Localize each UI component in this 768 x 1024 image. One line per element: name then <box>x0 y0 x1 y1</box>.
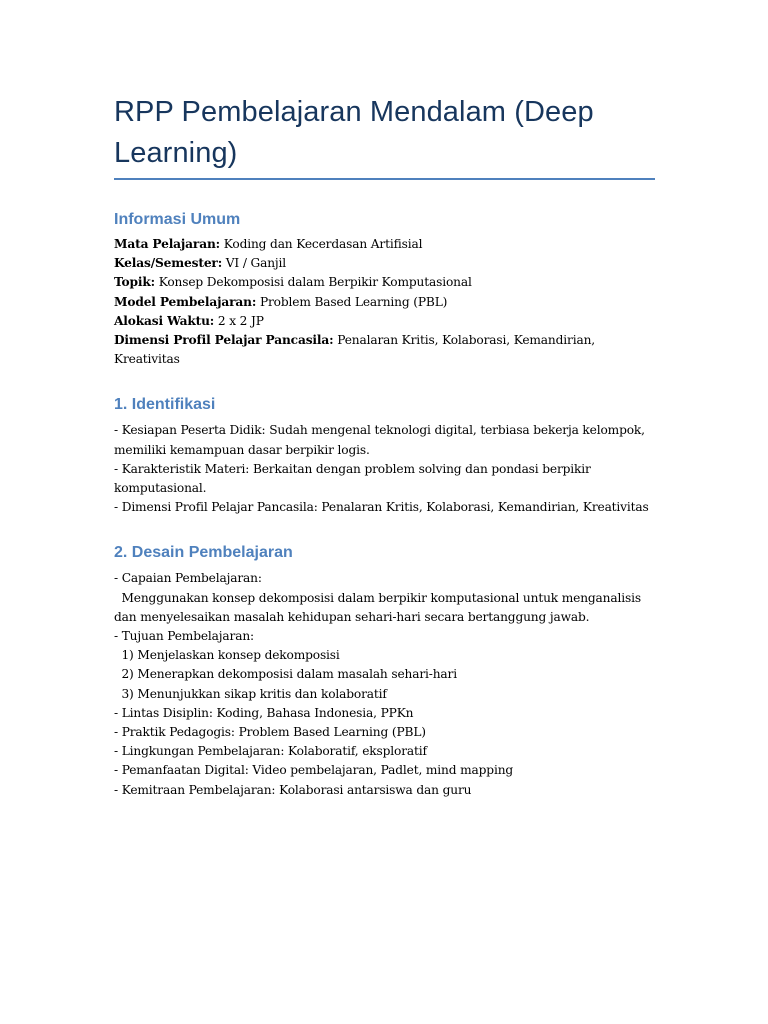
field-value: VI / Ganjil <box>225 256 287 271</box>
document-page <box>114 92 656 800</box>
field-label: Model Pembelajaran: <box>114 294 257 309</box>
list-item: - Kesiapan Peserta Didik: Sudah mengenal teknologi digital, terbiasa bekerja kelompok, memiliki kemampuan dasar berpikir logis. <box>114 423 645 457</box>
field-alokasi-waktu <box>114 312 656 331</box>
field-model-pembelajaran <box>114 293 656 312</box>
field-mata-pelajaran <box>114 235 656 254</box>
list-item: - Lintas Disiplin: Koding, Bahasa Indonesia, PPKn <box>114 705 414 720</box>
desain-list <box>114 569 656 799</box>
field-value: Problem Based Learning (PBL) <box>259 294 448 309</box>
list-item: - Praktik Pedagogis: Problem Based Learning (PBL) <box>114 725 426 740</box>
field-label: Alokasi Waktu: <box>114 313 215 328</box>
list-item: - Pemanfaatan Digital: Video pembelajaran, Padlet, mind mapping <box>114 763 514 778</box>
list-item: - Kemitraan Pembelajaran: Kolaborasi antarsiswa dan guru <box>114 782 472 797</box>
field-kelas-semester <box>114 254 656 273</box>
list-item: - Dimensi Profil Pelajar Pancasila: Penalaran Kritis, Kolaborasi, Kemandirian, Kreativitas <box>114 500 649 515</box>
list-item: - Karakteristik Materi: Berkaitan dengan problem solving dan pondasi berpikir komputasional. <box>114 461 591 496</box>
title-underline <box>114 178 655 180</box>
field-topik <box>114 273 656 292</box>
heading-informasi-umum: Informasi Umum <box>114 211 241 228</box>
list-item: - Capaian Pembelajaran: <box>114 571 262 586</box>
field-value: Koding dan Kecerdasan Artifisial <box>223 237 423 251</box>
field-label: Topik: <box>114 275 155 290</box>
field-dimensi-profil <box>114 331 656 369</box>
list-item: 3) Menunjukkan sikap kritis dan kolaboratif <box>114 686 387 701</box>
list-item: 1) Menjelaskan konsep dekomposisi <box>114 648 340 663</box>
list-item: 2) Menerapkan dekomposisi dalam masalah sehari-hari <box>114 667 457 682</box>
identifikasi-list <box>114 421 656 517</box>
field-value: Penalaran Kritis, Kolaborasi, Kemandirian, Kreativitas <box>114 333 595 367</box>
document-title: RPP Pembelajaran Mendalam (Deep Learning) <box>114 96 594 169</box>
field-label: Mata Pelajaran: <box>114 237 221 251</box>
heading-desain-pembelajaran: 2. Desain Pembelajaran <box>114 544 293 562</box>
informasi-umum-fields <box>114 235 656 369</box>
list-item: - Lingkungan Pembelajaran: Kolaboratif, eksploratif <box>114 744 427 759</box>
list-item: Menggunakan konsep dekomposisi dalam berpikir komputasional untuk menganalisis dan menyelesaikan masalah kehidupan sehari-hari secara bertanggung jawab. <box>114 590 645 624</box>
list-item: - Tujuan Pembelajaran: <box>114 629 254 644</box>
field-value: Konsep Dekomposisi dalam Berpikir Komputasional <box>158 275 472 290</box>
field-label: Kelas/Semester: <box>114 256 223 271</box>
field-value: 2 x 2 JP <box>217 313 264 328</box>
heading-identifikasi: 1. Identifikasi <box>114 396 216 414</box>
field-label: Dimensi Profil Pelajar Pancasila: <box>114 333 334 348</box>
